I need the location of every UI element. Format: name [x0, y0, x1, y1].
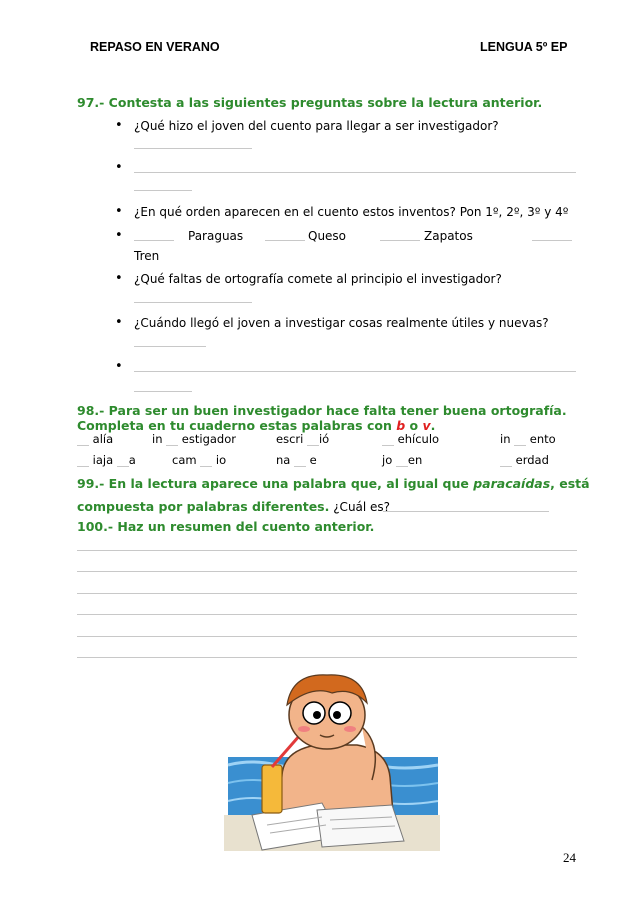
q99-line2	[77, 499, 390, 514]
letter-blank[interactable]	[200, 454, 212, 467]
juice-glass-icon	[262, 765, 282, 813]
letter-blank[interactable]	[294, 454, 306, 467]
page-number: 24	[563, 850, 576, 865]
word-part: alía	[92, 432, 114, 446]
q97-item-1: ¿Qué hizo el joven del cuento para llegar a ser investigador?	[134, 119, 499, 133]
q99-text-end: , está	[550, 476, 590, 491]
q99-question: ¿Cuál es?	[329, 500, 391, 514]
q97-title: 97.- Contesta a las siguientes preguntas sobre la lectura anterior.	[77, 95, 543, 110]
summary-line[interactable]	[77, 550, 577, 551]
word-investigador	[152, 432, 236, 446]
letter-b: b	[396, 418, 406, 433]
summary-line[interactable]	[77, 614, 577, 615]
letter-blank[interactable]	[514, 433, 526, 446]
word-part: iaja	[92, 453, 114, 467]
word-part: a	[128, 453, 136, 467]
q98-title-line1: 98.- Para ser un buen investigador hace falta tener buena ortografía.	[77, 403, 567, 418]
word-part: cam	[172, 453, 197, 467]
invention-paraguas: Paraguas	[188, 229, 244, 243]
q98-period: .	[430, 418, 436, 433]
q99-answer-line[interactable]	[383, 511, 549, 512]
word-invento	[500, 432, 556, 446]
word-part: in	[152, 432, 163, 446]
boy-studying-illustration	[222, 665, 442, 855]
letter-blank[interactable]	[77, 433, 89, 446]
q98-instruction: Completa en tu cuaderno estas palabras con	[77, 418, 397, 433]
q99-text: 99.- En la lectura aparece una palabra que, al igual que	[77, 476, 474, 491]
order-blank-zapatos[interactable]	[380, 240, 420, 241]
word-joven	[382, 453, 422, 467]
bullet: •	[115, 315, 123, 330]
letter-blank[interactable]	[382, 433, 394, 446]
answer-line[interactable]	[134, 346, 206, 347]
bullet: •	[115, 160, 123, 175]
summary-line[interactable]	[77, 593, 577, 594]
word-part: ehículo	[397, 432, 440, 446]
letter-blank[interactable]	[166, 433, 178, 446]
word-nabe	[276, 453, 317, 467]
answer-line[interactable]	[134, 172, 576, 173]
word-albalia	[77, 432, 113, 446]
order-blank-paraguas[interactable]	[134, 240, 174, 241]
order-blank-tren[interactable]	[532, 240, 572, 241]
word-part: e	[309, 453, 317, 467]
q98-o: o	[405, 418, 423, 433]
q99-green-text: compuesta por palabras diferentes.	[77, 499, 330, 514]
cheek	[344, 726, 356, 732]
answer-line[interactable]	[134, 371, 576, 372]
bullet: •	[115, 204, 123, 219]
cheek	[298, 726, 310, 732]
order-blank-queso[interactable]	[265, 240, 305, 241]
invention-zapatos: Zapatos	[424, 229, 473, 243]
invention-queso: Queso	[308, 229, 347, 243]
q99-line1	[77, 476, 590, 491]
bullet: •	[115, 118, 123, 133]
word-part: escri	[276, 432, 304, 446]
header-right: LENGUA 5º EP	[480, 40, 568, 54]
letter-blank[interactable]	[77, 454, 89, 467]
q97-item-3: ¿Qué faltas de ortografía comete al principio el investigador?	[134, 272, 502, 286]
q100-title: 100.- Haz un resumen del cuento anterior.	[77, 519, 375, 534]
letter-blank[interactable]	[500, 454, 512, 467]
letter-blank[interactable]	[307, 433, 319, 446]
word-cambio	[172, 453, 226, 467]
word-viaja	[77, 453, 136, 467]
word-part: erdad	[515, 453, 549, 467]
pupil	[333, 711, 341, 719]
word-vehiculo	[382, 432, 439, 446]
summary-line[interactable]	[77, 571, 577, 572]
q99-word-paracaidas: paracaídas	[473, 476, 551, 491]
word-part: in	[500, 432, 511, 446]
word-escribio	[276, 432, 329, 446]
word-part: na	[276, 453, 291, 467]
summary-line[interactable]	[77, 657, 577, 658]
answer-line[interactable]	[134, 148, 252, 149]
bullet: •	[115, 271, 123, 286]
summary-line[interactable]	[77, 636, 577, 637]
word-part: ento	[529, 432, 556, 446]
header-left: REPASO EN VERANO	[90, 40, 220, 54]
word-part: io	[215, 453, 227, 467]
q98-title-line2	[77, 418, 435, 433]
letter-blank[interactable]	[396, 454, 408, 467]
q97-item-2: ¿En qué orden aparecen en el cuento estos inventos? Pon 1º, 2º, 3º y 4º	[134, 205, 569, 219]
bullet: •	[115, 228, 123, 243]
answer-line[interactable]	[134, 391, 192, 392]
letter-blank[interactable]	[117, 454, 129, 467]
bullet: •	[115, 359, 123, 374]
word-part: ió	[318, 432, 330, 446]
word-part: jo	[382, 453, 393, 467]
q97-item-4: ¿Cuándo llegó el joven a investigar cosas realmente útiles y nuevas?	[134, 316, 549, 330]
answer-line[interactable]	[134, 190, 192, 191]
pupil	[313, 711, 321, 719]
letter-v: v	[422, 418, 431, 433]
word-verdad	[500, 453, 549, 467]
word-part: en	[407, 453, 423, 467]
answer-line[interactable]	[134, 302, 252, 303]
invention-tren: Tren	[134, 249, 160, 263]
word-part: estigador	[181, 432, 236, 446]
